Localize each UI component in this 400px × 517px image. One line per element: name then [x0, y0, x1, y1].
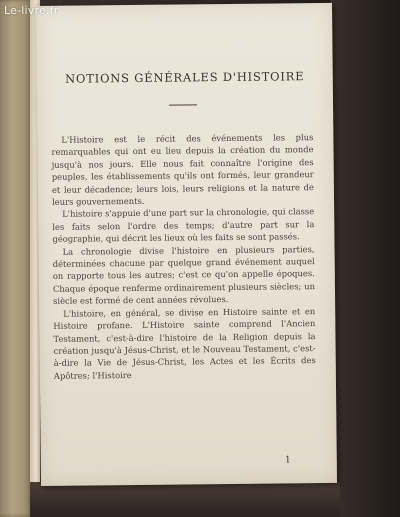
paragraph: La chronologie divise l'histoire en plusieurs parties, déterminées chacune par quelque grand événement auquel on rapporte tous les autres; c'est ce qu'on appelle époques. Chaque époque renferme ordinairement plusieurs siècles; un siècle est formé de cent années révolues. [52, 243, 315, 307]
book-spine [0, 0, 34, 517]
page-bottom-shadow [30, 482, 340, 517]
book-page [36, 3, 337, 486]
page-body [51, 131, 316, 382]
book-cover-edge [330, 0, 400, 517]
paragraph: L'Histoire est le récit des événements les plus remarquables qui ont eu lieu depuis la création du monde jusqu'à nos jours. Elle nous fait connaître l'origine des peuples, les établissements qu'ils ont formés, leur grandeur et leur décadence; leurs lois, leurs religions et la nature de leurs gouvernements. [51, 132, 314, 207]
page-number: 1 [284, 455, 291, 466]
page-title: NOTIONS GÉNÉRALES D'HISTOIRE [65, 69, 305, 86]
title-rule [169, 104, 197, 105]
paragraph: L'histoire s'appuie d'une part sur la chronologie, qui classe les faits selon l'ordre des temps; d'autre part sur la géographie, qui décrit les lieux où les faits se sont passés. [52, 206, 315, 245]
paragraph: L'histoire, en général, se divise en Histoire sainte et en Histoire profane. L'Histoire sainte comprend l'Ancien Testament, c'est-à-dire l'histoire de la Religion depuis la création jusqu'à Jésus-Christ, et le Nouveau Testament, c'est-à-dire la Vie de Jésus-Christ, les Actes et les Écrits des Apôtres; l'Histoire [53, 305, 316, 381]
watermark-text: Le-livre.fr [4, 4, 59, 17]
